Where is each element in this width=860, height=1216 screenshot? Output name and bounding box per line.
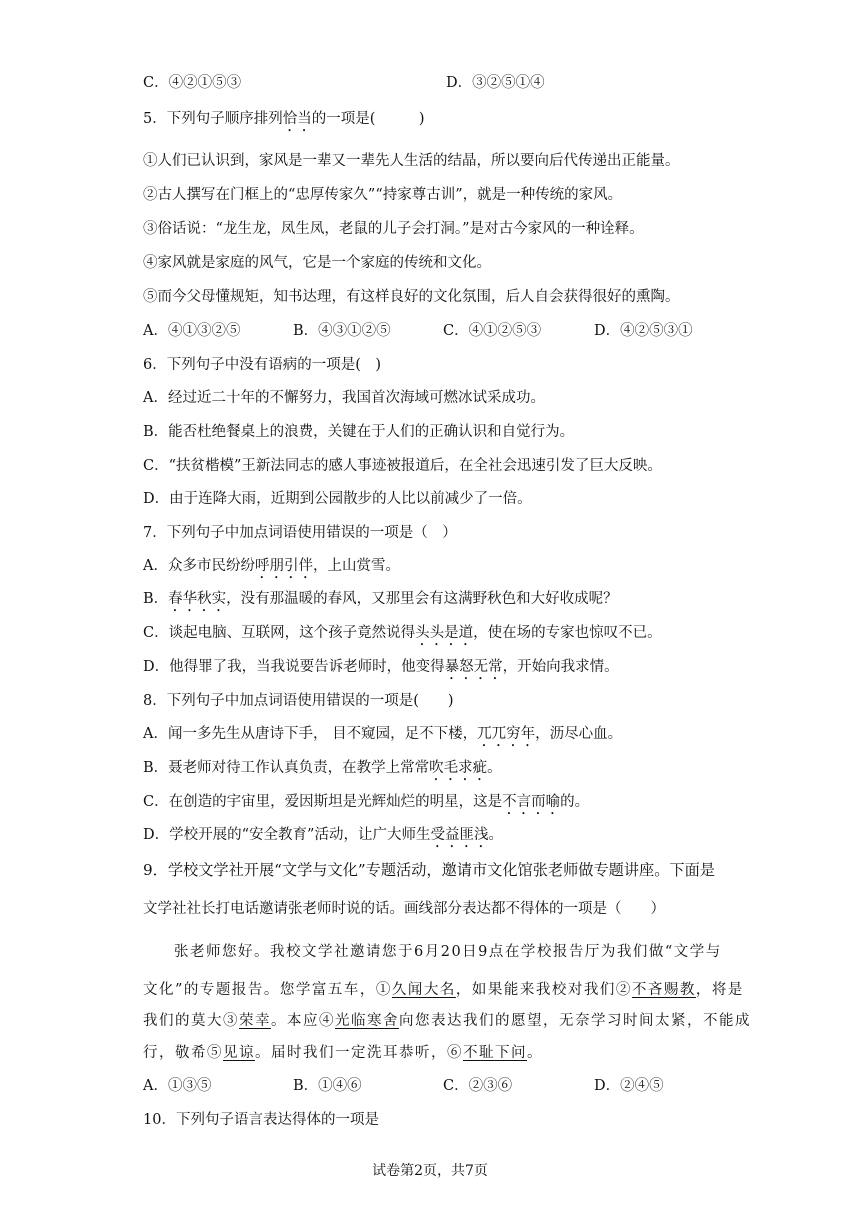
q7-option-a: A．众多市民纷纷呼朋引伴，上山赏雪。 — [143, 558, 400, 574]
q9-passage-line2: 文化”的专题报告。您学富五车，①久闻大名，如果能来我校对我们②不吝赐教，将是 — [143, 982, 744, 998]
q8-option-b: B．聂老师对待工作认真负责，在教学上常常吹毛求疵。 — [143, 760, 502, 776]
underlined-phrase-1: 久闻大名 — [391, 982, 456, 998]
q5-option-a: A．④①③②⑤ — [143, 323, 241, 339]
q8-option-d: D．学校开展的“安全教育”活动，让广大师生受益匪浅。 — [143, 827, 503, 843]
q5-option-c: C．④①②⑤③ — [443, 323, 542, 339]
q9-option-a: A．①③⑤ — [143, 1078, 212, 1094]
q5-sentence-4: ④家风就是家庭的风气，它是一个家庭的传统和文化。 — [143, 255, 491, 271]
q9-passage-line3: 我们的莫大③荣幸。本应④光临寒舍向您表达我们的愿望，无奈学习时间太紧，不能成 — [143, 1013, 751, 1029]
q9-passage-line4: 行，敬希⑤见谅。届时我们一定洗耳恭听，⑥不耻下问。 — [143, 1045, 543, 1061]
q9-option-c: C．②③⑥ — [443, 1078, 513, 1094]
q6-option-c: C．“扶贫楷模”王新法同志的感人事迹被报道后，在全社会迅速引发了巨大反映。 — [143, 458, 662, 474]
q9-option-d: D．②④⑤ — [594, 1078, 664, 1094]
q4-option-c: C．④②①⑤③ — [143, 75, 242, 91]
underlined-phrase-2: 不吝赐教 — [631, 982, 696, 998]
q5-sentence-2: ②古人撰写在门框上的“忠厚传家久”“持家尊古训”，就是一种传统的家风。 — [143, 187, 623, 203]
q5-stem: 5．下列句子顺序排列恰当的一项是( ) — [143, 111, 425, 127]
q4-option-d: D．③②⑤①④ — [446, 75, 545, 91]
underlined-phrase-5: 见谅 — [223, 1045, 255, 1061]
q8-option-c: C．在创造的宇宙里，爱因斯坦是光辉灿烂的明星，这是不言而喻的。 — [143, 794, 590, 810]
q7-option-d: D．他得罪了我，当我说要告诉老师时，他变得暴怒无常，开始向我求情。 — [143, 659, 619, 675]
q6-option-b: B．能否杜绝餐桌上的浪费，关键在于人们的正确认识和自觉行为。 — [143, 424, 575, 440]
underlined-phrase-3: 荣幸 — [239, 1013, 271, 1029]
q5-sentence-1: ①人们已认识到，家风是一辈又一辈先人生活的结晶，所以要向后代传递出正能量。 — [143, 153, 680, 169]
q9-passage-line1: 张老师您好。我校文学社邀请您于6月20日9点在学校报告厅为我们做“文学与 — [174, 944, 722, 960]
q9-stem-line2: 文学社社长打电话邀请张老师时说的话。画线部分表达都不得体的一项是（ ） — [143, 901, 665, 917]
q5-option-d: D．④②⑤③① — [594, 323, 693, 339]
underlined-phrase-4: 光临寒舍 — [335, 1013, 399, 1029]
q6-option-a: A．经过近二十年的不懈努力，我国首次海域可燃冰试采成功。 — [143, 390, 545, 406]
q5-sentence-3: ③俗话说：“龙生龙，凤生凤，老鼠的儿子会打洞。”是对古今家风的一种诠释。 — [143, 221, 644, 237]
underlined-phrase-6: 不耻下问 — [463, 1045, 527, 1061]
q8-option-a: A．闻一多先生从唐诗下手， 目不窥园，足不下楼，兀兀穷年，沥尽心血。 — [143, 726, 623, 742]
q9-option-b: B．①④⑥ — [293, 1078, 362, 1094]
q8-stem: 8．下列句子中加点词语使用错误的一项是( ) — [143, 693, 454, 709]
q9-stem-line1: 9．学校文学社开展“文学与文化”专题活动，邀请市文化馆张老师做专题讲座。下面是 — [143, 861, 715, 879]
q7-stem: 7．下列句子中加点词语使用错误的一项是（ ） — [143, 525, 457, 541]
q7-option-b: B．春华秋实，没有那温暖的春风，又那里会有这满野秋色和大好收成呢？ — [143, 591, 618, 607]
q6-stem: 6．下列句子中没有语病的一项是( ) — [143, 357, 382, 373]
q5-option-b: B．④③①②⑤ — [293, 323, 391, 339]
q5-sentence-5: ⑤而今父母懂规矩，知书达理，有这样良好的文化氛围，后人自会获得很好的熏陶。 — [143, 289, 680, 305]
q10-stem: 10．下列句子语言表达得体的一项是 — [143, 1112, 379, 1128]
q6-option-d: D．由于连降大雨，近期到公园散步的人比以前减少了一倍。 — [143, 491, 532, 507]
page-footer: 试卷第2页，共7页 — [372, 1163, 488, 1179]
q7-option-c: C．谈起电脑、互联网，这个孩子竟然说得头头是道，使在场的专家也惊叹不已。 — [143, 625, 662, 641]
